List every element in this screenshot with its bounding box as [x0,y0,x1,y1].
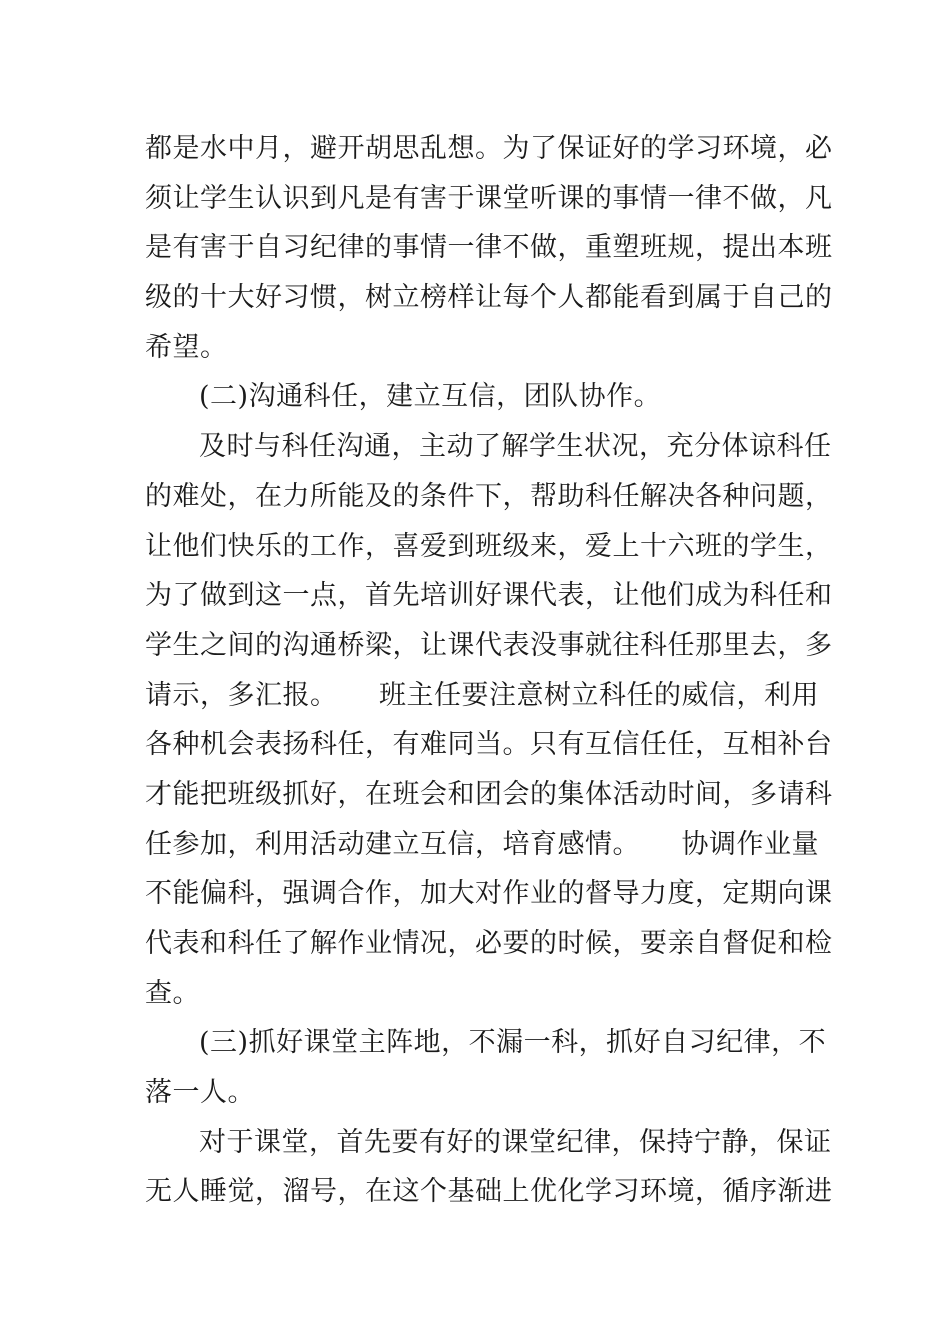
text-line: 希望。 [145,331,228,363]
text-line: 是有害于自习纪律的事情一律不做，重塑班规，提出本班 [145,232,833,264]
text-line: 无人睡觉，溜号，在这个基础上优化学习环境，循序渐进 [145,1176,833,1208]
text-line: 才能把班级抓好，在班会和团会的集体活动时间，多请科 [145,778,833,810]
text-line: 代表和科任了解作业情况，必要的时候，要亲自督促和检 [145,928,833,959]
section-heading: (三)抓好课堂主阵地，不漏一科，抓好自习纪律，不 [199,1027,827,1059]
text-line: 对于课堂，首先要有好的课堂纪律，保持宁静，保证 [199,1126,832,1158]
text-line: 级的十大好习惯，树立榜样让每个人都能看到属于自己的 [145,282,833,314]
document-body [145,124,833,1217]
text-line: 落一人。 [145,1077,255,1109]
text-line: 请示，多汇报。 班主任要注意树立科任的威信，利用 [145,679,819,711]
text-line: 让他们快乐的工作，喜爱到班级来，爱上十六班的学生， [145,530,833,562]
text-line: 学生之间的沟通桥梁，让课代表没事就往科任那里去，多 [145,629,833,661]
text-line: 都是水中月，避开胡思乱想。为了保证好的学习环境，必 [145,133,833,164]
text-line: 任参加，利用活动建立互信，培育感情。 协调作业量 [145,828,819,860]
text-line: 各种机会表扬科任，有难同当。只有互信任任，互相补台 [145,729,833,761]
text-line: 及时与科任沟通，主动了解学生状况，充分体谅科任 [199,431,832,463]
text-line: 查。 [145,977,200,1009]
text-line: 为了做到这一点，首先培训好课代表，让他们成为科任和 [145,580,833,612]
text-line: 不能偏科，强调合作，加大对作业的督导力度，定期向课 [145,878,833,910]
text-line: 的难处，在力所能及的条件下，帮助科任解决各种问题， [145,480,833,512]
section-heading: (二)沟通科任，建立互信，团队协作。 [199,381,662,413]
text-line: 须让学生认识到凡是有害于课堂听课的事情一律不做，凡 [145,182,833,214]
